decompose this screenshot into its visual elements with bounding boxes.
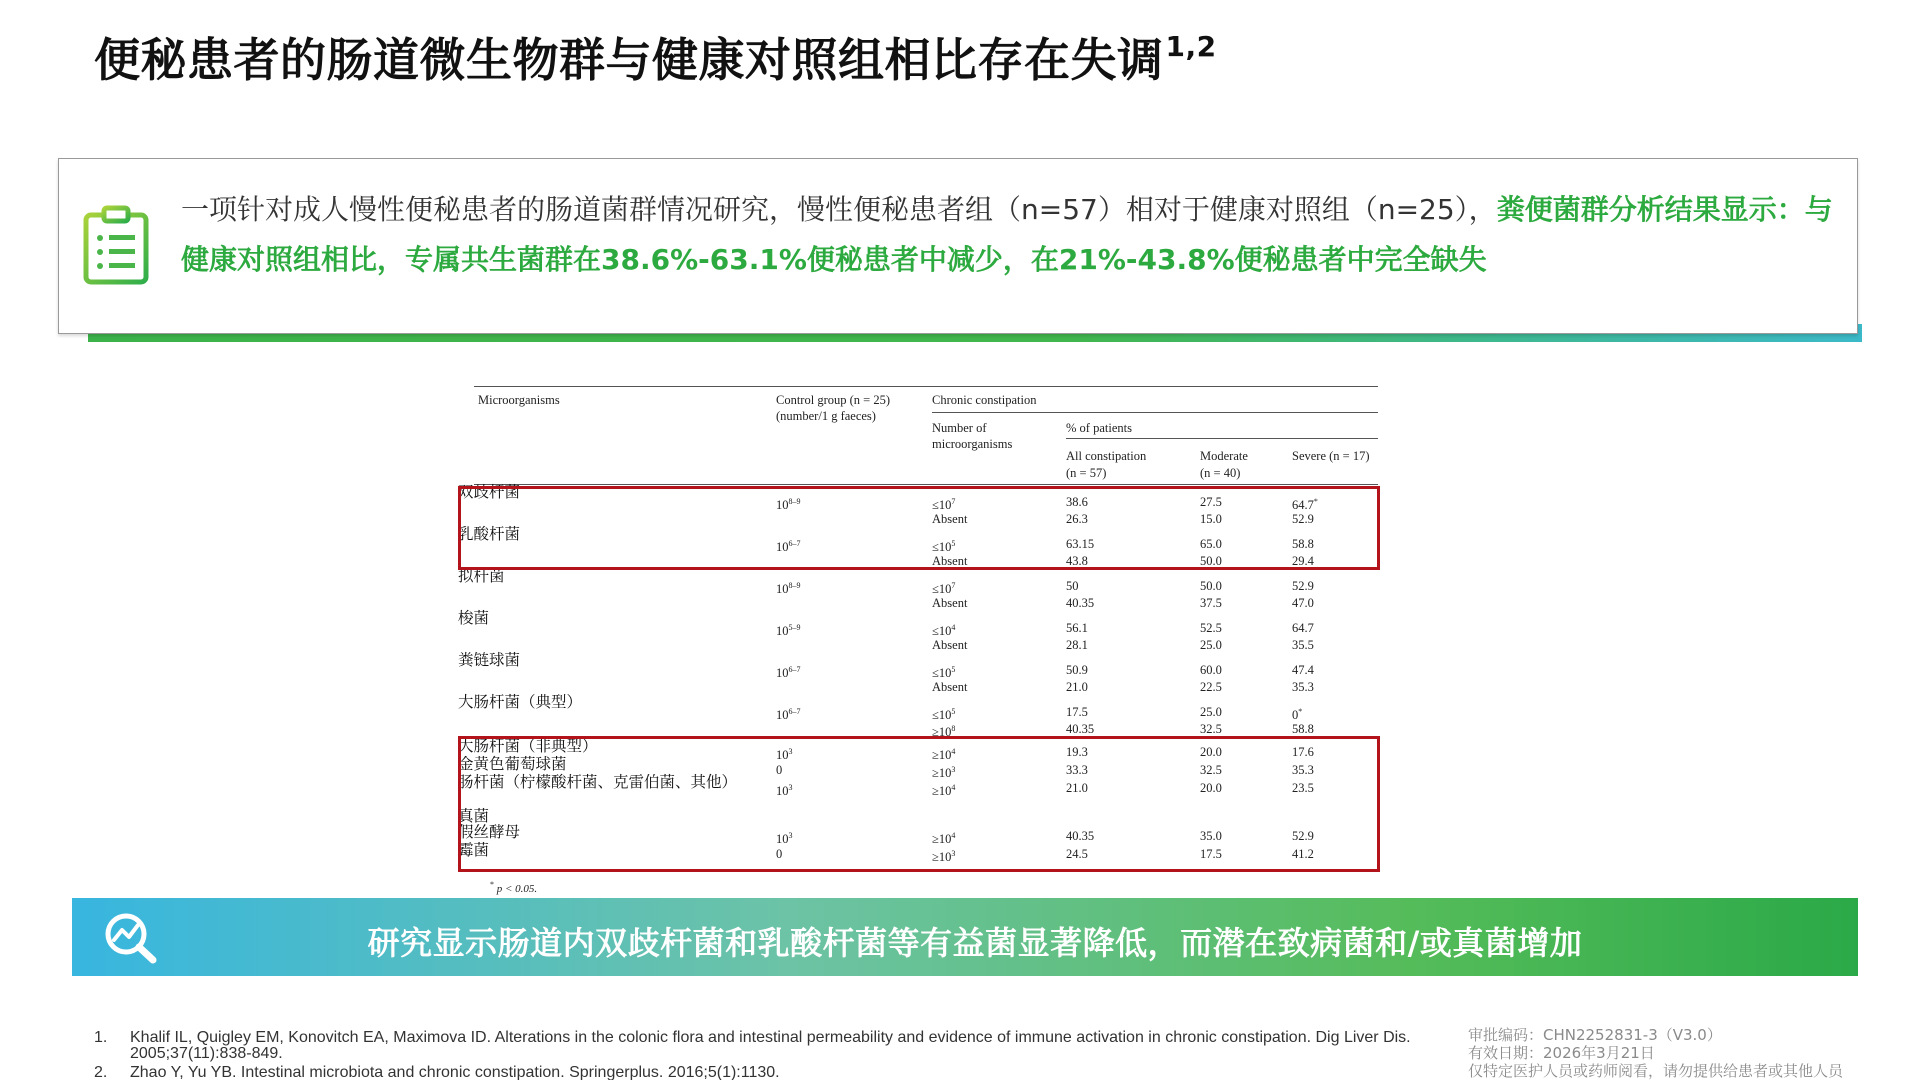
row-all-pct: 40.35: [1066, 829, 1095, 843]
row-control-value: 10$^{6-7}$: [776, 665, 801, 680]
row-severe-pct: 35.3: [1292, 763, 1314, 777]
row-organism-name: 霉菌: [458, 841, 490, 859]
row-number-threshold: $\ge 10^3$: [932, 849, 956, 864]
row-moderate-pct: 50.0: [1200, 554, 1222, 568]
row-number-threshold: Absent: [932, 554, 968, 568]
row-all-pct: 21.0: [1066, 680, 1088, 694]
header-chronic-constipation: Chronic constipation: [932, 393, 1037, 407]
reference-item: [94, 1030, 1454, 1062]
title-reference-superscript: 1,2: [1165, 30, 1217, 63]
row-moderate-pct: 50.0: [1200, 579, 1222, 593]
row-all-pct: 40.35: [1066, 596, 1095, 610]
header-all-n: (n = 57): [1066, 466, 1107, 480]
row-moderate-pct: 22.5: [1200, 680, 1222, 694]
conclusion-banner: [72, 898, 1858, 976]
row-moderate-pct: 32.5: [1200, 722, 1222, 736]
row-severe-pct: 52.9: [1292, 829, 1314, 843]
row-all-pct: 26.3: [1066, 512, 1088, 526]
row-number-threshold: Absent: [932, 638, 968, 652]
study-summary-normal: 一项针对成人慢性便秘患者的肠道菌群情况研究，慢性便秘患者组（n=57）相对于健康对照组（n=25），: [181, 193, 1497, 226]
row-control-value: 10$^{8-9}$: [776, 497, 801, 512]
row-moderate-pct: 15.0: [1200, 512, 1222, 526]
reference-number: 1.: [94, 1029, 108, 1046]
row-control-value: 0: [776, 763, 783, 777]
row-organism-name: 乳酸杆菌: [458, 525, 521, 543]
references: [94, 1030, 1454, 1080]
row-number-threshold: $\le 10^7$: [932, 581, 956, 596]
header-moderate-n: (n = 40): [1200, 466, 1241, 480]
row-moderate-pct: 32.5: [1200, 763, 1222, 777]
row-moderate-pct: 20.0: [1200, 745, 1222, 759]
table-footnote: * p < 0.05.: [490, 880, 538, 895]
study-summary-box: [58, 158, 1858, 334]
row-number-threshold: Absent: [932, 512, 968, 526]
row-control-value: $10^3$: [776, 747, 793, 762]
page-title: [94, 24, 1217, 90]
approval-code: 审批编码：CHN2252831-3（V3.0）: [1468, 1026, 1722, 1044]
row-all-pct: 50.9: [1066, 663, 1088, 677]
row-severe-pct: 64.7: [1292, 621, 1314, 635]
row-control-value: 0: [776, 847, 783, 861]
highlight-box-beneficial: [458, 483, 1380, 570]
approval-valid-date: 有效日期：2026年3月21日: [1468, 1044, 1655, 1062]
row-moderate-pct: 25.0: [1200, 705, 1222, 719]
header-bottom-rule: [474, 484, 1378, 485]
reference-item: [94, 1065, 1454, 1080]
row-number-threshold: Absent: [932, 596, 968, 610]
row-number-threshold: $\ge 10^4$: [932, 783, 956, 798]
row-all-pct: 38.6: [1066, 495, 1088, 509]
study-summary-text: [181, 185, 1841, 285]
row-control-value: 10$^{5-9}$: [776, 623, 801, 638]
row-all-pct: 19.3: [1066, 745, 1088, 759]
row-number-threshold: $\le 10^5$: [932, 539, 956, 554]
row-number-threshold: $\ge 10^4$: [932, 747, 956, 762]
table-top-rule: [474, 386, 1378, 387]
row-number-threshold: $\ge 10^8$: [932, 724, 956, 739]
row-all-pct: 63.15: [1066, 537, 1095, 551]
approval-info: [1468, 1026, 1908, 1080]
row-organism-name: 粪链球菌: [458, 651, 521, 669]
highlight-box-pathogenic: [458, 736, 1380, 872]
row-severe-pct: 58.8: [1292, 722, 1314, 736]
row-severe-pct: 29.4: [1292, 554, 1314, 568]
fungi-group-label: 真菌: [458, 807, 490, 825]
row-severe-pct: 17.6: [1292, 745, 1314, 759]
row-severe-pct: 58.8: [1292, 537, 1314, 551]
row-moderate-pct: 60.0: [1200, 663, 1222, 677]
row-organism-name: 双歧杆菌: [458, 483, 521, 501]
row-control-value: 10$^{8-9}$: [776, 581, 801, 596]
row-all-pct: 17.5: [1066, 705, 1088, 719]
microbiota-table: [454, 380, 1384, 900]
row-organism-name: 金黄色葡萄球菌: [458, 755, 567, 773]
row-control-value: $10^3$: [776, 783, 793, 798]
row-all-pct: 33.3: [1066, 763, 1088, 777]
row-all-pct: 43.8: [1066, 554, 1088, 568]
header-control-unit: (number/1 g faeces): [776, 409, 876, 423]
reference-text: Zhao Y, Yu YB. Intestinal microbiota and chronic constipation. Springerplus. 2016;5(1):1130.: [130, 1064, 780, 1080]
header-number-of: Number of: [932, 421, 987, 435]
row-moderate-pct: 25.0: [1200, 638, 1222, 652]
row-severe-pct: 0*: [1292, 707, 1303, 722]
header-all-constipation: All constipation: [1066, 449, 1147, 463]
reference-number: 2.: [94, 1064, 108, 1080]
row-all-pct: 40.35: [1066, 722, 1095, 736]
row-all-pct: 24.5: [1066, 847, 1088, 861]
row-control-value: $10^3$: [776, 831, 793, 846]
row-moderate-pct: 65.0: [1200, 537, 1222, 551]
row-moderate-pct: 27.5: [1200, 495, 1222, 509]
header-microorganisms-2: microorganisms: [932, 437, 1013, 451]
header-control-group: Control group (n = 25): [776, 393, 890, 407]
study-summary-highlight: 粪便菌群分析结果显示：与健康对照组相比，专属共生菌群在38.6%-63.1%便秘患者中减少，在21%-43.8%便秘患者中完全缺失: [181, 193, 1833, 276]
row-severe-pct: 52.9: [1292, 579, 1314, 593]
row-all-pct: 56.1: [1066, 621, 1088, 635]
row-number-threshold: $\ge 10^3$: [932, 765, 956, 780]
header-microorganisms: Microorganisms: [478, 393, 560, 407]
row-number-threshold: $\le 10^5$: [932, 665, 956, 680]
conclusion-text: 研究显示肠道内双歧杆菌和乳酸杆菌等有益菌显著降低，而潜在致病菌和/或真菌增加: [367, 924, 1583, 962]
row-organism-name: 假丝酵母: [458, 823, 521, 841]
row-number-threshold: $\le 10^7$: [932, 497, 956, 512]
row-severe-pct: 64.7*: [1292, 497, 1318, 512]
row-number-threshold: $\le 10^5$: [932, 707, 956, 722]
row-severe-pct: 35.3: [1292, 680, 1314, 694]
header-moderate: Moderate: [1200, 449, 1248, 463]
row-number-threshold: $\ge 10^4$: [932, 831, 956, 846]
row-control-value: 10$^{6-7}$: [776, 539, 801, 554]
header-severe: Severe (n = 17): [1292, 449, 1370, 463]
table-footnote-text: p < 0.05.: [496, 883, 538, 895]
row-moderate-pct: 37.5: [1200, 596, 1222, 610]
clipboard-list-icon: [83, 205, 149, 285]
row-moderate-pct: 20.0: [1200, 781, 1222, 795]
row-severe-pct: 52.9: [1292, 512, 1314, 526]
row-organism-name: 梭菌: [458, 609, 490, 627]
row-severe-pct: 41.2: [1292, 847, 1314, 861]
header-rule-1: [932, 412, 1378, 413]
row-all-pct: 28.1: [1066, 638, 1088, 652]
row-number-threshold: Absent: [932, 680, 968, 694]
page-title-text: 便秘患者的肠道微生物群与健康对照组相比存在失调: [94, 33, 1164, 87]
header-rule-2: [1066, 438, 1378, 439]
row-moderate-pct: 52.5: [1200, 621, 1222, 635]
row-organism-name: 肠杆菌（柠檬酸杆菌、克雷伯菌、其他）: [458, 773, 738, 791]
header-pct-patients: % of patients: [1066, 421, 1132, 435]
row-all-pct: 21.0: [1066, 781, 1088, 795]
row-moderate-pct: 17.5: [1200, 847, 1222, 861]
row-control-value: 10$^{6-7}$: [776, 707, 801, 722]
row-organism-name: 拟杆菌: [458, 567, 505, 585]
row-all-pct: 50: [1066, 579, 1079, 593]
approval-notice: 仅特定医护人员或药师阅看，请勿提供给患者或其他人员: [1468, 1062, 1844, 1080]
row-severe-pct: 47.0: [1292, 596, 1314, 610]
row-moderate-pct: 35.0: [1200, 829, 1222, 843]
row-severe-pct: 35.5: [1292, 638, 1314, 652]
reference-text: Khalif IL, Quigley EM, Konovitch EA, Maximova ID. Alterations in the colonic flora and intestinal permeability and evidence of immune activation in chronic constipation. Dig Liver Dis. 2005;37(11):838-849.: [130, 1029, 1411, 1062]
row-severe-pct: 47.4: [1292, 663, 1314, 677]
row-severe-pct: 23.5: [1292, 781, 1314, 795]
row-organism-name: 大肠杆菌（典型）: [458, 693, 583, 711]
row-number-threshold: $\le 10^4$: [932, 623, 956, 638]
row-organism-name: 大肠杆菌（非典型）: [458, 737, 598, 755]
